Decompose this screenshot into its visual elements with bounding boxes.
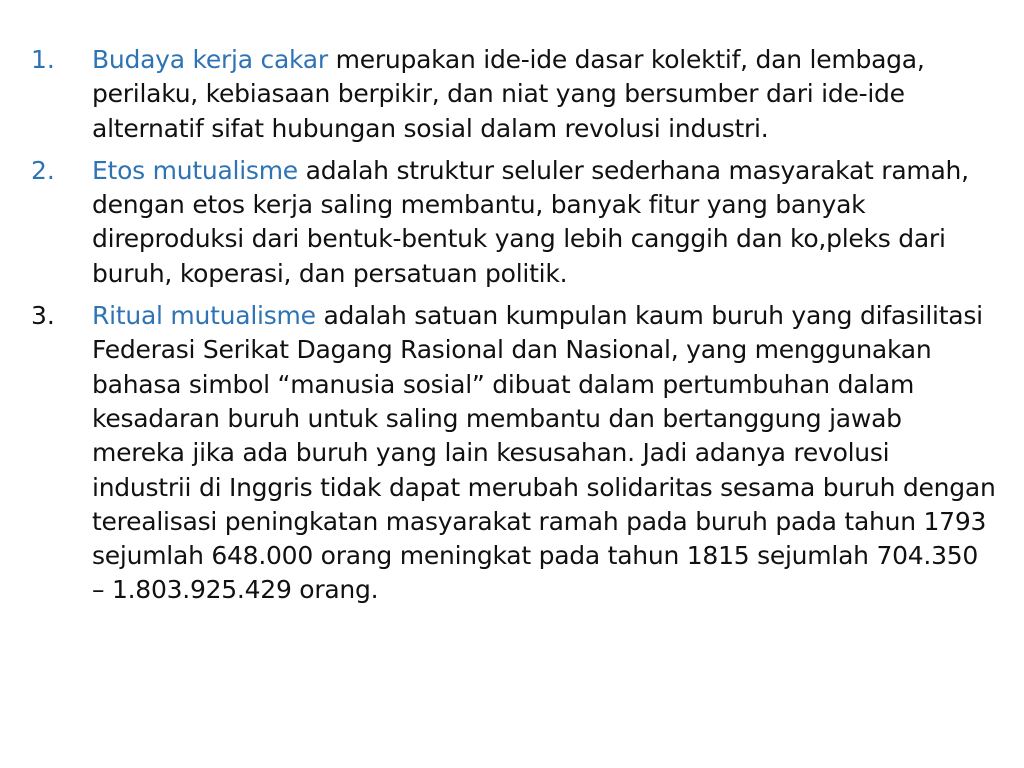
list-item-number: 3. [31, 301, 55, 331]
list-item-term: Ritual mutualisme [92, 301, 316, 331]
list-item [31, 154, 996, 291]
list-item [31, 299, 996, 608]
list-item-term: Budaya kerja cakar [92, 45, 328, 74]
list-item-body [92, 43, 996, 146]
list-item-body [92, 154, 996, 291]
list-item [31, 43, 996, 146]
list-item-text: merupakan ide-ide dasar kolektif, dan lembaga, perilaku, kebiasaan berpikir, dan niat yang bersumber dari ide-ide alternatif sifat hubungan sosial dalam revolusi industri. [92, 45, 925, 143]
list-item-number: 1. [31, 45, 55, 74]
list-item-body [92, 299, 996, 608]
list-item-number: 2. [31, 155, 55, 185]
numbered-list [31, 43, 996, 608]
list-item-text: adalah satuan kumpulan kaum buruh yang difasilitasi Federasi Serikat Dagang Rasional dan Nasional, yang menggunakan bahasa simbol “manusia sosial” dibuat dalam pertumbuhan dalam kesadaran buruh untuk saling membantu dan bertanggung jawab mereka jika ada buruh yang lain kesusahan. Jadi adanya revolusi industrii di Inggris tidak dapat merubah solidaritas sesama buruh dengan terealisasi peningkatan masyarakat ramah pada buruh pada tahun 1793 sejumlah 648.000 orang meningkat pada tahun 1815 sejumlah 704.350 – 1.803.925.429 orang. [92, 301, 996, 605]
list-item-term: Etos mutualisme [92, 155, 298, 185]
list-item-text: adalah struktur seluler sederhana masyarakat ramah, dengan etos kerja saling membantu, banyak fitur yang banyak direproduksi dari bentuk-bentuk yang lebih canggih dan ko,pleks dari buruh, koperasi, dan persatuan politik. [92, 155, 969, 288]
